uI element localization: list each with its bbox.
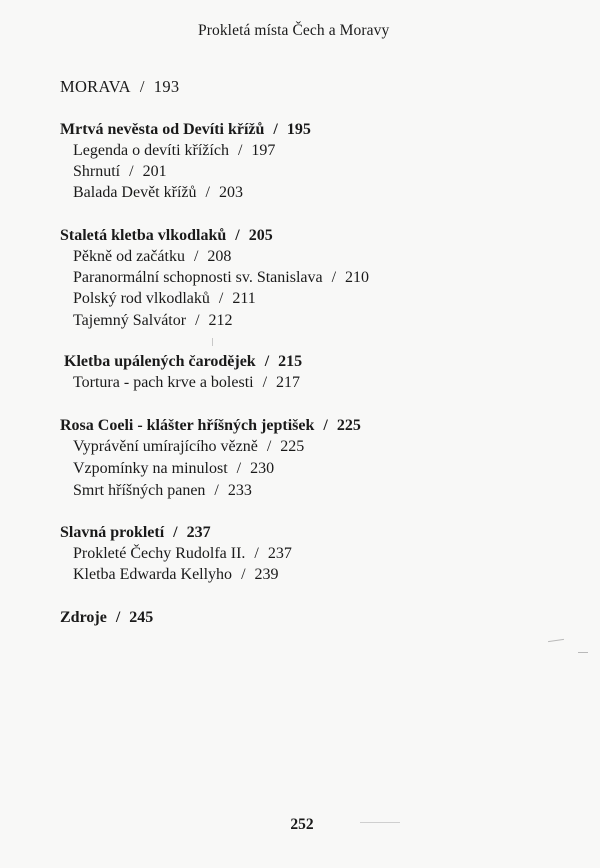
toc-subsection-title: Smrt hříšných panen — [73, 482, 206, 499]
toc-part-page: 193 — [153, 77, 180, 96]
toc-separator: / — [323, 417, 328, 434]
toc-chapter-entry — [60, 226, 273, 246]
toc-chapter-entry — [60, 416, 361, 436]
toc-subsection-title: Vzpomínky na minulost — [73, 460, 228, 477]
toc-subsection-entry — [73, 141, 275, 161]
toc-separator: / — [254, 545, 259, 562]
toc-subsection-entry — [73, 565, 279, 585]
toc-subsection-entry — [73, 437, 304, 457]
toc-subsection-title: Polský rod vlkodlaků — [73, 290, 210, 307]
toc-chapter-entry — [64, 352, 302, 372]
toc-part-entry — [60, 77, 179, 97]
running-head: Prokletá místa Čech a Moravy — [198, 22, 390, 39]
toc-separator: / — [218, 290, 224, 307]
toc-chapter-page: 225 — [336, 417, 361, 434]
toc-chapter-title: Kletba upálených čarodějek — [64, 353, 256, 370]
toc-separator: / — [205, 184, 210, 201]
toc-subsection-title: Kletba Edwarda Kellyho — [73, 566, 233, 583]
toc-subsection-page: 203 — [218, 184, 243, 201]
toc-subsection-title: Tortura - pach krve a bolesti — [73, 374, 254, 391]
toc-separator: / — [262, 374, 268, 391]
toc-separator: / — [139, 77, 145, 96]
toc-subsection-page: 237 — [267, 545, 292, 562]
toc-chapter-title: Slavná prokletí — [60, 524, 165, 541]
toc-subsection-page: 197 — [251, 142, 276, 159]
toc-subsection-page: 217 — [276, 374, 301, 391]
toc-separator: / — [193, 248, 199, 265]
toc-chapter-page: 215 — [278, 353, 303, 370]
toc-subsection-entry — [73, 162, 167, 182]
toc-subsection-page: 230 — [250, 460, 275, 477]
toc-subsection-entry — [73, 183, 243, 203]
toc-separator: / — [235, 227, 240, 244]
toc-subsection-page: 210 — [345, 269, 370, 286]
scan-speck — [578, 652, 588, 653]
toc-subsection-entry — [73, 268, 369, 288]
toc-chapter-page: 205 — [248, 227, 273, 244]
toc-chapter-title: Staletá kletba vlkodlaků — [60, 227, 227, 244]
toc-separator: / — [264, 353, 270, 370]
toc-chapter-title: Rosa Coeli - klášter hříšných jeptišek — [60, 417, 315, 434]
toc-part-title: MORAVA — [60, 77, 131, 96]
toc-subsection-page: 233 — [227, 482, 252, 499]
toc-subsection-title: Vyprávění umírajícího vězně — [73, 438, 258, 455]
toc-subsection-entry — [73, 289, 256, 309]
toc-chapter-page: 195 — [286, 121, 311, 138]
toc-separator: / — [273, 121, 278, 138]
toc-subsection-entry — [73, 247, 231, 267]
toc-subsection-title: Pěkně od začátku — [73, 248, 185, 265]
toc-chapter-title: Mrtvá nevěsta od Devíti křížů — [60, 121, 265, 138]
toc-separator: / — [129, 163, 134, 180]
toc-subsection-title: Shrnutí — [73, 163, 121, 180]
toc-subsection-title: Prokleté Čechy Rudolfa II. — [73, 545, 246, 562]
toc-separator: / — [237, 142, 243, 159]
toc-subsection-entry — [73, 544, 292, 564]
toc-chapter-entry — [60, 523, 211, 543]
scan-speck — [212, 338, 213, 346]
toc-subsection-entry — [73, 459, 274, 479]
toc-subsection-title: Legenda o devíti křížích — [73, 142, 229, 159]
toc-subsection-title: Paranormální schopnosti sv. Stanislava — [73, 269, 323, 286]
toc-subsection-page: 239 — [254, 566, 279, 583]
toc-chapter-entry — [60, 120, 311, 140]
toc-separator: / — [173, 524, 178, 541]
toc-chapter-title: Zdroje — [60, 609, 107, 626]
toc-chapter-entry — [60, 608, 153, 628]
toc-separator: / — [236, 460, 242, 477]
toc-separator: / — [214, 482, 219, 499]
toc-subsection-page: 225 — [280, 438, 305, 455]
toc-separator: / — [331, 269, 337, 286]
toc-subsection-entry — [73, 311, 233, 331]
toc-subsection-page: 212 — [208, 312, 233, 329]
toc-subsection-page: 208 — [207, 248, 232, 265]
toc-separator: / — [115, 609, 121, 626]
page-number: 252 — [290, 816, 314, 833]
toc-subsection-page: 211 — [232, 290, 256, 307]
toc-subsection-title: Tajemný Salvátor — [73, 312, 187, 329]
toc-separator: / — [266, 438, 272, 455]
toc-separator: / — [241, 566, 246, 583]
toc-separator: / — [195, 312, 200, 329]
toc-subsection-entry — [73, 481, 252, 501]
toc-subsection-entry — [73, 373, 300, 393]
toc-chapter-page: 245 — [129, 609, 154, 626]
scan-speck — [360, 822, 400, 823]
toc-subsection-page: 201 — [142, 163, 167, 180]
scan-speck — [548, 639, 564, 642]
toc-subsection-title: Balada Devět křížů — [73, 184, 197, 201]
toc-chapter-page: 237 — [186, 524, 211, 541]
